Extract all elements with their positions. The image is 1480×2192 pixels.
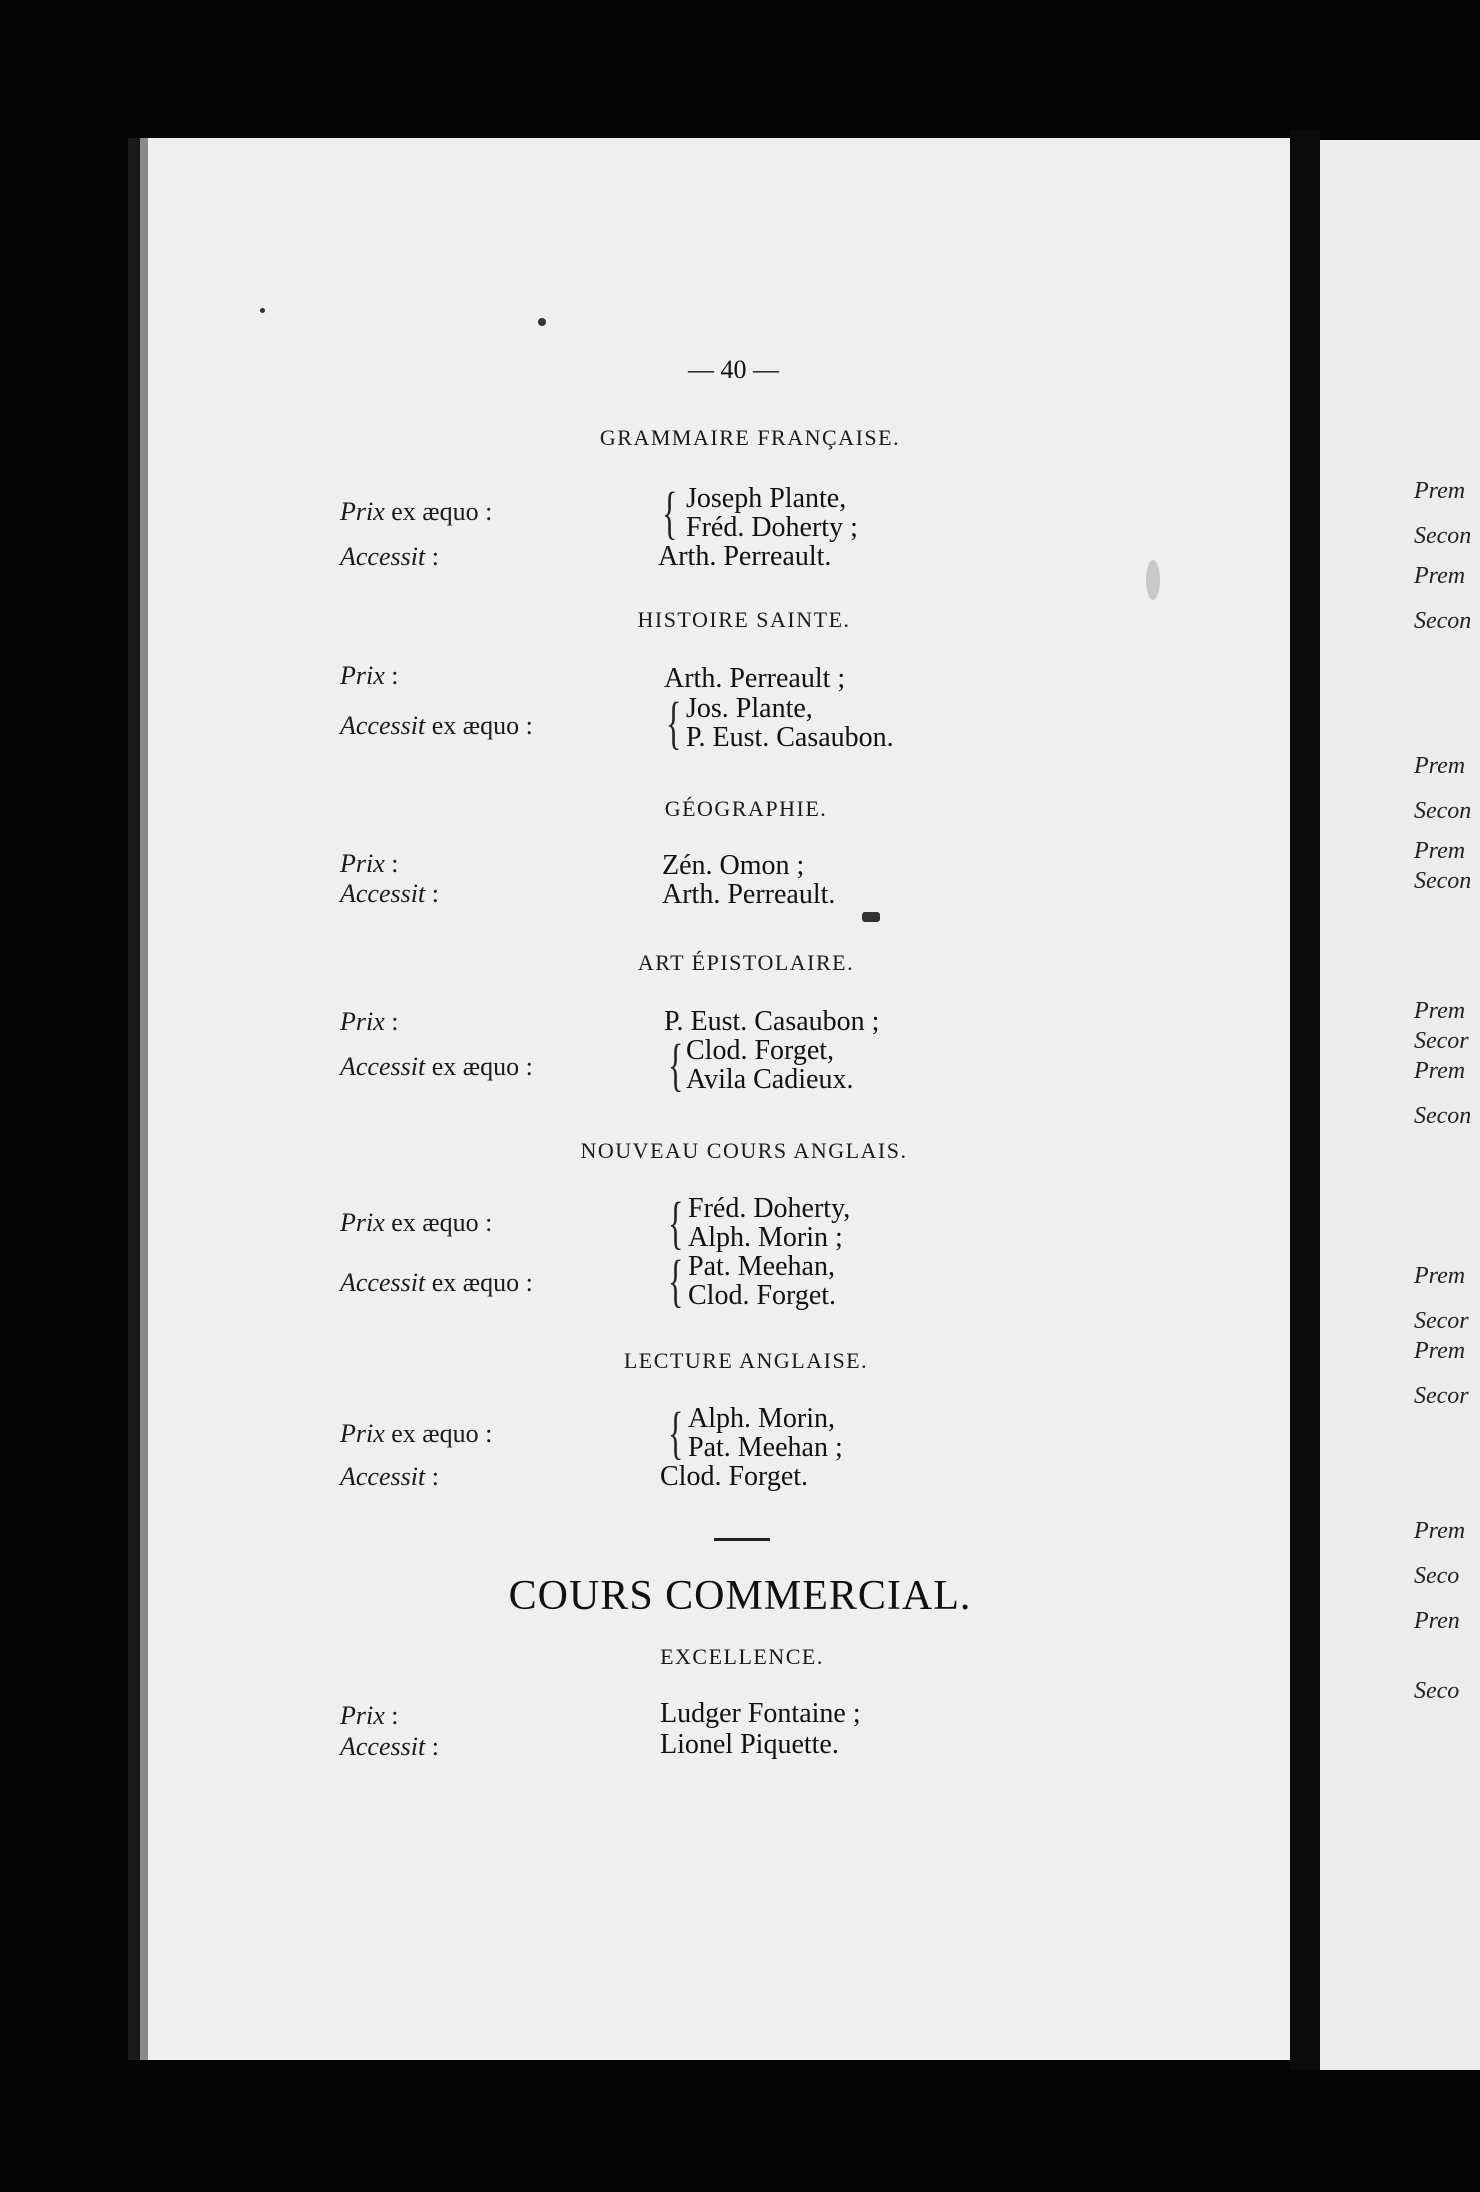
accessit-name: Arth. Perreault. xyxy=(658,541,832,572)
accessit-label: Accessit ex æquo : xyxy=(340,711,533,740)
accessit-name: Pat. Meehan, xyxy=(688,1251,835,1282)
prize-name: Joseph Plante, xyxy=(686,483,847,514)
accessit-label: Accessit : xyxy=(340,879,439,908)
accessit-label: Accessit : xyxy=(340,542,439,571)
brace-icon: { xyxy=(662,480,678,545)
right-page-fragment: Prem xyxy=(1414,1518,1466,1544)
right-page-fragment: Secon xyxy=(1414,1103,1472,1129)
accessit-label: Accessit ex æquo : xyxy=(340,1268,533,1297)
scan-speck xyxy=(862,912,880,922)
prize-name: P. Eust. Casaubon ; xyxy=(664,1006,880,1037)
right-page-fragment: Pren xyxy=(1414,1608,1460,1634)
scan-speck xyxy=(1146,560,1160,600)
prix-label: Prix : xyxy=(340,849,399,878)
right-page-fragment: Prem xyxy=(1414,1263,1466,1289)
main-title: COURS COMMERCIAL. xyxy=(508,1573,972,1619)
right-page-fragment: Secor xyxy=(1414,1028,1469,1054)
book-gutter xyxy=(1290,130,1320,2070)
brace-icon: { xyxy=(666,690,682,755)
accessit-name: P. Eust. Casaubon. xyxy=(686,722,894,753)
prix-label: Prix ex æquo : xyxy=(340,497,493,526)
right-page-fragment: Prem xyxy=(1414,1338,1466,1364)
prix-label: Prix ex æquo : xyxy=(340,1419,493,1448)
right-page-fragment: Prem xyxy=(1414,478,1466,504)
prize-name: Alph. Morin, xyxy=(688,1403,835,1434)
right-page-fragment: Prem xyxy=(1414,563,1466,589)
accessit-name: Avila Cadieux. xyxy=(686,1064,854,1095)
prix-label: Prix : xyxy=(340,1007,399,1036)
accessit-label: Accessit : xyxy=(340,1732,439,1761)
prize-name: Ludger Fontaine ; xyxy=(660,1698,861,1729)
prize-name: Alph. Morin ; xyxy=(688,1222,843,1253)
brace-icon: { xyxy=(668,1032,684,1097)
accessit-label: Accessit ex æquo : xyxy=(340,1052,533,1081)
prize-name: Pat. Meehan ; xyxy=(688,1432,843,1463)
right-page-fragment: Seco xyxy=(1414,1678,1460,1704)
scan-speck xyxy=(538,318,546,326)
section-heading: GRAMMAIRE FRANÇAISE. xyxy=(599,425,901,450)
prize-name: Fréd. Doherty ; xyxy=(686,512,858,543)
accessit-name: Clod. Forget, xyxy=(686,1035,835,1066)
section-divider xyxy=(714,1538,770,1541)
prize-name: Fréd. Doherty, xyxy=(688,1193,851,1224)
accessit-name: Clod. Forget. xyxy=(660,1461,809,1492)
right-page-fragment: Prem xyxy=(1414,753,1466,779)
brace-icon: { xyxy=(668,1400,684,1465)
accessit-label: Accessit : xyxy=(340,1462,439,1491)
section-heading: NOUVEAU COURS ANGLAIS. xyxy=(580,1138,908,1163)
prix-label: Prix : xyxy=(340,661,399,690)
right-page-fragment: Secon xyxy=(1414,523,1472,549)
accessit-name: Jos. Plante, xyxy=(686,693,813,724)
brace-icon: { xyxy=(668,1248,684,1313)
prize-name: Zén. Omon ; xyxy=(662,850,805,881)
section-heading: LECTURE ANGLAISE. xyxy=(623,1348,869,1373)
right-page-fragment: Secon xyxy=(1414,608,1472,634)
right-page-fragment: Prem xyxy=(1414,998,1466,1024)
right-page-fragment: Prem xyxy=(1414,1058,1466,1084)
prix-label: Prix ex æquo : xyxy=(340,1208,493,1237)
prix-label: Prix : xyxy=(340,1701,399,1730)
section-heading: EXCELLENCE. xyxy=(660,1644,824,1669)
brace-icon: { xyxy=(668,1190,684,1255)
accessit-name: Arth. Perreault. xyxy=(662,879,836,910)
section-heading: ART ÉPISTOLAIRE. xyxy=(637,950,855,975)
right-page-fragment: Secor xyxy=(1414,1308,1469,1334)
section-heading: GÉOGRAPHIE. xyxy=(664,796,828,821)
right-page-fragment: Secon xyxy=(1414,868,1472,894)
accessit-name: Clod. Forget. xyxy=(688,1280,837,1311)
accessit-name: Lionel Piquette. xyxy=(660,1729,839,1760)
prize-name: Arth. Perreault ; xyxy=(664,663,846,694)
scan-speck xyxy=(260,308,265,313)
right-page-fragment: Secon xyxy=(1414,798,1472,824)
right-page-fragment: Secor xyxy=(1414,1383,1469,1409)
right-page-fragment: Seco xyxy=(1414,1563,1460,1589)
section-heading: HISTOIRE SAINTE. xyxy=(637,607,851,632)
page-number: — 40 — xyxy=(688,355,779,384)
right-page-fragment: Prem xyxy=(1414,838,1466,864)
